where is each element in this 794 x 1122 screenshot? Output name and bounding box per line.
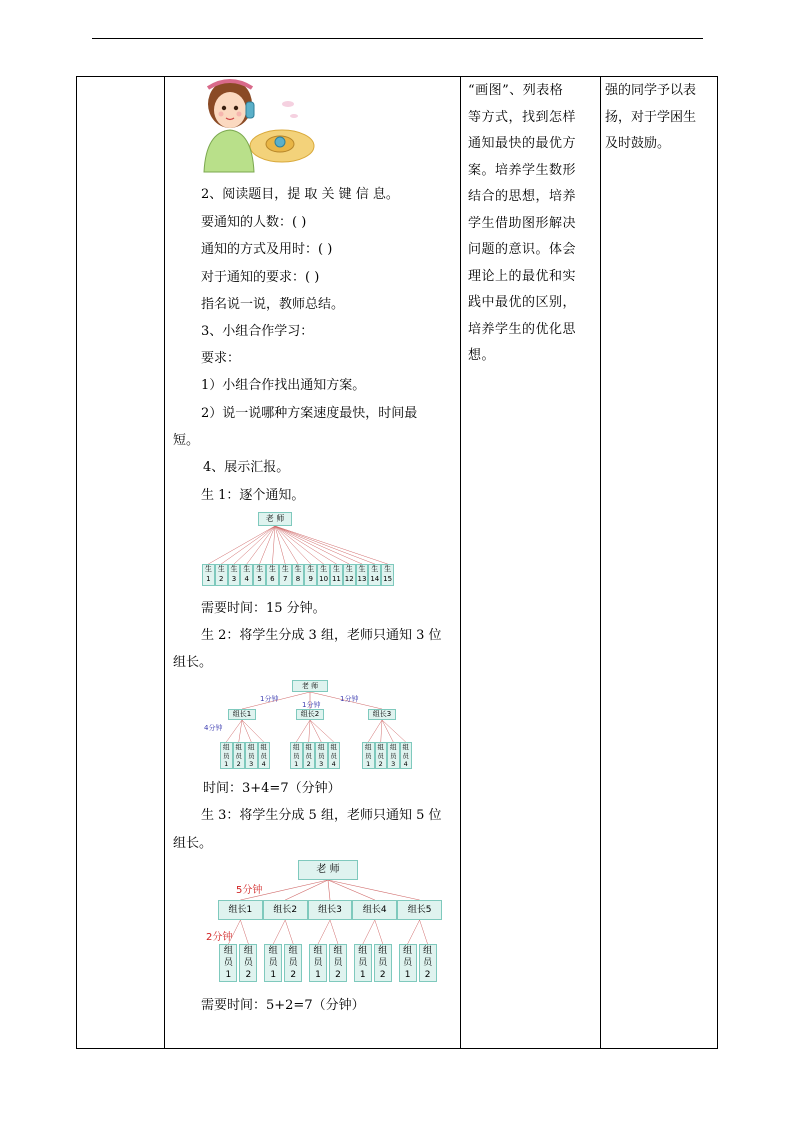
student3-time: 需要时间：5+2=7（分钟） <box>201 998 365 1013</box>
connector-line <box>275 526 375 564</box>
connector-line <box>375 920 383 944</box>
connector-line <box>296 720 310 742</box>
group-member-box <box>245 742 258 769</box>
box-char: 员 <box>305 751 312 760</box>
group-member-box <box>303 742 316 769</box>
box-number: 15 <box>383 574 393 583</box>
student-box <box>330 564 343 586</box>
group-member-box <box>264 944 282 982</box>
student-box <box>292 564 305 586</box>
connector-line <box>328 880 330 900</box>
box-char: 组 <box>378 946 388 956</box>
student-box <box>279 564 292 586</box>
group-member-box <box>329 944 347 982</box>
student-box <box>368 564 381 586</box>
group-leader-box: 组长1 <box>228 709 256 720</box>
student1-time: 需要时间：15 分钟。 <box>201 601 326 616</box>
student-box <box>215 564 228 586</box>
box-char: 组 <box>333 946 343 956</box>
group-leader-box: 组长3 <box>308 900 353 920</box>
connector-line <box>208 526 275 564</box>
box-number: 3 <box>231 574 237 583</box>
box-char: 生 <box>384 565 392 573</box>
step3-title: 3、小组合作学习： <box>201 324 314 339</box>
box-char: 员 <box>260 751 267 760</box>
student-box <box>356 564 369 586</box>
box-char: 员 <box>390 751 397 760</box>
box-char: 员 <box>423 958 433 968</box>
box-number: 12 <box>344 574 354 583</box>
diagram-five-groups <box>200 858 450 986</box>
box-number: 2 <box>236 760 241 768</box>
connector-line <box>420 920 428 944</box>
student-box <box>304 564 317 586</box>
box-number: 1 <box>224 760 229 768</box>
student-box <box>266 564 279 586</box>
box-number: 2 <box>378 760 383 768</box>
box-number: 1 <box>225 970 232 980</box>
box-number: 7 <box>282 574 288 583</box>
box-char: 员 <box>402 751 409 760</box>
box-number: 1 <box>359 970 366 980</box>
box-char: 生 <box>256 565 264 573</box>
box-char: 员 <box>313 958 323 968</box>
box-char: 员 <box>365 751 372 760</box>
group-member-box <box>400 742 413 769</box>
box-number: 2 <box>218 574 224 583</box>
time-label: 4分钟 <box>204 724 223 732</box>
group-member-box <box>219 944 237 982</box>
connector-line <box>328 880 375 900</box>
student3-text-b: 组长。 <box>173 836 213 851</box>
box-char: 生 <box>217 565 225 573</box>
box-number: 6 <box>270 574 275 583</box>
box-char: 组 <box>313 946 323 956</box>
teacher-box: 老 师 <box>298 860 358 880</box>
box-char: 员 <box>248 751 255 760</box>
box-char: 生 <box>320 565 328 573</box>
box-number: 9 <box>308 574 314 583</box>
student-box <box>381 564 394 586</box>
box-char: 生 <box>358 565 366 573</box>
box-char: 生 <box>332 565 340 573</box>
box-number: 3 <box>319 760 324 768</box>
connector-line <box>408 920 420 944</box>
group-member-box <box>399 944 417 982</box>
student-box <box>253 564 266 586</box>
box-number: 13 <box>357 574 367 583</box>
group-member-box <box>374 944 392 982</box>
box-number: 1 <box>315 970 321 980</box>
box-char: 员 <box>318 751 325 760</box>
box-char: 组 <box>248 743 255 751</box>
box-char: 组 <box>403 946 413 956</box>
box-char: 员 <box>377 751 384 760</box>
connector-line <box>285 880 328 900</box>
evaluation-line: 扬，对于学困生 <box>605 109 697 125</box>
box-char: 组 <box>390 743 397 751</box>
box-number: 11 <box>331 574 341 583</box>
box-char: 员 <box>235 751 242 760</box>
step2-summary: 指名说一说，教师总结。 <box>201 297 345 312</box>
time-label: 1分钟 <box>340 695 359 703</box>
student2-text-b: 组长。 <box>173 655 213 670</box>
step3-req-2b: 短。 <box>173 433 200 448</box>
group-member-box <box>239 944 257 982</box>
box-char: 生 <box>307 565 315 573</box>
connector-line <box>318 920 330 944</box>
box-char: 组 <box>330 743 337 751</box>
student-box <box>317 564 330 586</box>
group-member-box <box>258 742 271 769</box>
group-member-box <box>220 742 233 769</box>
box-char: 组 <box>288 946 298 956</box>
time-label: 1分钟 <box>302 701 321 709</box>
box-char: 生 <box>268 565 276 573</box>
box-number: 4 <box>331 760 336 768</box>
connector-line <box>368 720 382 742</box>
box-char: 员 <box>223 751 230 760</box>
box-number: 2 <box>379 970 386 980</box>
box-number: 2 <box>335 970 341 980</box>
box-char: 组 <box>223 743 230 751</box>
box-number: 4 <box>261 760 266 768</box>
intent-line: 等方式，找到怎样 <box>468 109 577 125</box>
group-member-box <box>354 944 372 982</box>
box-number: 1 <box>366 760 371 768</box>
box-char: 组 <box>260 743 267 751</box>
box-char: 组 <box>365 743 372 751</box>
intent-line: 案。培养学生数形 <box>468 162 577 178</box>
connector-line <box>382 720 393 742</box>
box-char: 组 <box>268 946 278 956</box>
box-char: 员 <box>378 958 388 968</box>
student1-text: 生 1：逐个通知。 <box>201 488 305 503</box>
box-char: 员 <box>333 958 343 968</box>
box-number: 2 <box>424 970 431 980</box>
student2-time: 时间：3+4=7（分钟） <box>203 781 341 796</box>
connector-line <box>381 720 382 742</box>
group-member-box <box>315 742 328 769</box>
box-char: 生 <box>371 565 379 573</box>
group-member-box <box>290 742 303 769</box>
box-number: 3 <box>391 760 396 768</box>
step3-req-1: 1）小组合作找出通知方案。 <box>201 378 366 393</box>
step2-requirement: 对于通知的要求：( ) <box>201 270 320 285</box>
step4-title: 4、展示汇报。 <box>203 460 290 475</box>
group-member-box <box>419 944 437 982</box>
student-box <box>343 564 356 586</box>
box-number: 4 <box>403 760 408 768</box>
group-member-box <box>375 742 388 769</box>
connector-line <box>309 720 310 742</box>
connector-line <box>328 880 420 900</box>
box-number: 1 <box>270 970 277 980</box>
intent-line: 想。 <box>468 348 496 363</box>
connector-line <box>310 720 321 742</box>
group-member-box <box>328 742 341 769</box>
intent-line: 培养学生的优化思 <box>468 321 577 337</box>
box-number: 5 <box>257 574 262 583</box>
connector-line <box>310 720 334 742</box>
evaluation-line: 强的同学予以表 <box>605 83 697 98</box>
girl-phone-illustration <box>196 76 320 176</box>
box-char: 组 <box>243 946 253 956</box>
table-column-divider-3 <box>600 76 601 1049</box>
step2-title: 2、阅读题目，提 取 关 键 信 息。 <box>201 187 399 202</box>
group-member-box <box>387 742 400 769</box>
connector-line <box>239 720 242 742</box>
intent-line: 问题的意识。体会 <box>468 242 577 257</box>
diagram-three-groups <box>200 678 420 773</box>
group-leader-box: 组长3 <box>368 709 396 720</box>
design-intent-column <box>468 78 596 370</box>
group-leader-box: 组长5 <box>397 900 442 920</box>
time-label: 5分钟 <box>236 885 263 896</box>
box-char: 生 <box>294 565 302 573</box>
header-rule <box>92 38 703 39</box>
box-char: 员 <box>293 751 300 760</box>
box-char: 组 <box>223 946 233 956</box>
box-char: 组 <box>318 743 325 751</box>
connector-line <box>275 526 324 564</box>
time-label: 1分钟 <box>260 695 279 703</box>
group-leader-box: 组长2 <box>263 900 308 920</box>
connector-line <box>275 526 349 564</box>
group-member-box <box>233 742 246 769</box>
box-char: 员 <box>330 751 337 760</box>
time-label: 2分钟 <box>206 932 233 943</box>
intent-line: 学生借助图形解决 <box>468 215 577 231</box>
connector-line <box>275 526 362 564</box>
box-number: 1 <box>294 760 299 768</box>
box-char: 组 <box>358 946 368 956</box>
intent-line: 通知最快的最优方 <box>468 136 577 151</box>
table-column-divider-2 <box>460 76 461 1049</box>
student2-text-a: 生 2：将学生分成 3 组，老师只通知 3 位 <box>201 628 442 643</box>
box-number: 2 <box>245 970 252 980</box>
diagram-one-by-one <box>200 510 400 590</box>
connector-line <box>226 720 242 742</box>
intent-line: 践中最优的区别， <box>468 295 577 310</box>
connector-line <box>273 920 285 944</box>
student-box <box>240 564 253 586</box>
group-member-box <box>284 944 302 982</box>
box-char: 生 <box>243 565 251 573</box>
box-char: 生 <box>345 565 353 573</box>
connector-line <box>242 720 251 742</box>
group-leader-box: 组长2 <box>296 709 324 720</box>
intent-line: “画图”、列表格 <box>468 83 564 98</box>
box-char: 员 <box>288 958 298 968</box>
connector-line <box>240 920 248 944</box>
box-number: 2 <box>290 970 297 980</box>
teacher-box: 老 师 <box>292 680 328 692</box>
connector-line <box>242 720 264 742</box>
evaluation-line: 及时鼓励。 <box>605 136 671 151</box>
box-char: 员 <box>268 958 278 968</box>
connector-line <box>363 920 375 944</box>
box-number: 3 <box>249 760 254 768</box>
box-char: 组 <box>305 743 312 751</box>
box-number: 1 <box>404 970 411 980</box>
connector-line <box>330 920 338 944</box>
box-number: 14 <box>370 574 380 583</box>
step3-req-2a: 2）说一说哪种方案速度最快，时间最 <box>201 406 418 421</box>
step2-people: 要通知的人数：( ) <box>201 215 307 230</box>
evaluation-column <box>605 78 715 158</box>
connector-line <box>275 526 388 564</box>
group-member-box <box>309 944 327 982</box>
step3-req-label: 要求： <box>201 351 241 366</box>
box-number: 4 <box>244 574 250 583</box>
group-leader-box: 组长4 <box>352 900 397 920</box>
box-char: 组 <box>235 743 242 751</box>
connector-line <box>247 526 275 564</box>
box-number: 10 <box>319 574 329 583</box>
intent-line: 结合的思想，培养 <box>468 189 577 204</box>
box-char: 员 <box>358 958 368 968</box>
student-box <box>202 564 215 586</box>
connector-line <box>221 526 275 564</box>
table-column-divider-1 <box>164 76 165 1049</box>
box-char: 组 <box>402 743 409 751</box>
box-number: 2 <box>306 760 311 768</box>
teacher-box: 老 师 <box>258 512 292 526</box>
box-char: 员 <box>403 958 413 968</box>
student-box <box>228 564 241 586</box>
student3-text-a: 生 3：将学生分成 5 组，老师只通知 5 位 <box>201 808 442 823</box>
group-leader-box: 组长1 <box>218 900 263 920</box>
box-char: 组 <box>423 946 433 956</box>
connector-line <box>234 526 275 564</box>
box-number: 8 <box>295 574 301 583</box>
connector-line <box>285 920 293 944</box>
box-char: 员 <box>243 958 253 968</box>
step2-method: 通知的方式及用时：( ) <box>201 242 333 257</box>
box-char: 生 <box>204 565 212 573</box>
box-char: 生 <box>230 565 238 573</box>
connector-line <box>382 720 406 742</box>
box-char: 员 <box>223 958 233 968</box>
box-char: 组 <box>377 743 384 751</box>
box-char: 组 <box>293 743 300 751</box>
group-member-box <box>362 742 375 769</box>
box-char: 生 <box>281 565 289 573</box>
intent-line: 理论上的最优和实 <box>468 268 577 284</box>
box-number: 1 <box>206 574 211 583</box>
